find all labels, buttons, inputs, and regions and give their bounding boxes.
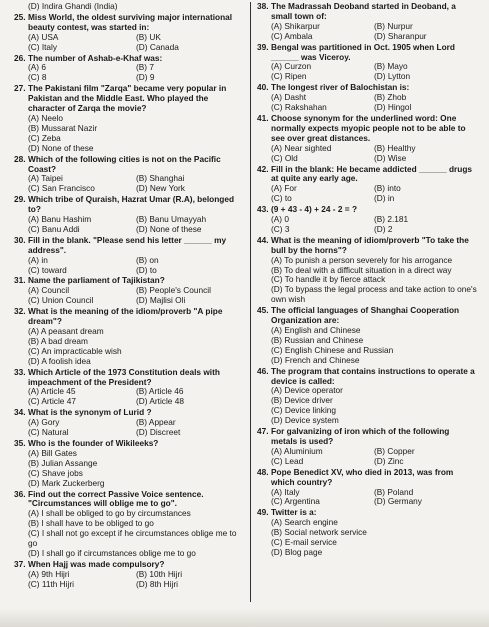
answer-option: (D) New York [136, 184, 185, 194]
answer-option: (A) Device operator [271, 386, 343, 396]
question-number: 27. [14, 83, 26, 94]
answer-option: (C) 8 [28, 73, 47, 83]
answer-option: (C) I shall not go except if he circumstances oblige me to go [28, 529, 237, 549]
question-text: The number of Ashab-e-Khaf was: [28, 52, 163, 63]
question-text: Find out the correct Passive Voice sentence. "Circumstances will oblige me to go". [28, 488, 204, 509]
answer-option: (C) Rakshahan [271, 103, 327, 113]
question-number: 34. [14, 407, 26, 418]
question-30 [14, 236, 244, 276]
question-number: 47. [257, 426, 269, 437]
question-27 [14, 84, 244, 153]
question-42 [257, 165, 477, 205]
question-text: Name the parliament of Tajikistan? [28, 275, 165, 286]
answer-option: (C) Natural [28, 428, 69, 438]
answer-option: (D) Hingol [374, 103, 412, 113]
answer-option: (D) To bypass the legal process and take action to one's own wish [271, 285, 477, 305]
question-text: What is the synonym of Lurid ? [28, 407, 152, 418]
question-text: The longest river of Balochistan is: [271, 82, 410, 93]
question-number: 36. [14, 488, 26, 499]
question-number: 33. [14, 366, 26, 377]
answer-option: (D) 9 [136, 73, 155, 83]
answer-option: (D) Canada [136, 42, 179, 52]
question-text: What is the meaning of the idiom/proverb "A pipe dream"? [28, 306, 223, 327]
answer-option: (B) Nurpur [374, 21, 413, 31]
answer-option: (A) Shikarpur [271, 21, 320, 31]
answer-option: (D) French and Chinese [271, 355, 360, 365]
answer-option: (C) Union Council [28, 296, 94, 306]
question-text: Which of the following cities is not on the Pacific Coast? [28, 153, 221, 174]
question-text: Fill in the blank. "Please send his letter ______ my address". [28, 234, 227, 255]
answer-option: (D) to [136, 265, 157, 275]
answer-option: (D) None of these [136, 224, 202, 234]
answer-option: (B) Social network service [271, 528, 367, 538]
answer-option: (B) 2.181 [374, 215, 409, 225]
answer-option: (B) To deal with a difficult situation in a direct way [271, 265, 452, 275]
question-number: 40. [257, 82, 269, 93]
question-29 [14, 195, 244, 235]
answer-option: (D) Lytton [374, 72, 411, 82]
answer-option: (B) Copper [374, 446, 415, 456]
answer-option: (D) A foolish idea [28, 356, 91, 366]
question-text: Fill in the blank: He became addicted ______ drugs at quite any early age. [271, 163, 473, 184]
question-35 [14, 439, 244, 489]
question-26 [14, 54, 244, 84]
question-text: When Hajj was made compulsory? [28, 558, 165, 569]
answer-option: (C) Zeba [28, 133, 61, 143]
question-text: Who is the founder of Wikileeks? [28, 437, 159, 448]
question-49 [257, 508, 477, 558]
answer-option: (D) Majlisi Oli [136, 296, 186, 306]
question-number: 35. [14, 437, 26, 448]
answer-option: (A) Article 45 [28, 387, 76, 397]
question-number: 37. [14, 558, 26, 569]
answer-option: (B) Mayo [374, 62, 408, 72]
question-number: 30. [14, 234, 26, 245]
question-25 [14, 13, 244, 53]
answer-option: (D) 8th Hijri [136, 579, 178, 589]
answer-option: (B) Device driver [271, 396, 333, 406]
answer-option: (D) Germany [374, 497, 422, 507]
answer-option: (B) Poland [374, 487, 414, 497]
answer-option: (D) Zinc [374, 456, 404, 466]
answer-option: (B) UK [136, 32, 161, 42]
question-number: 45. [257, 305, 269, 316]
answer-option: (C) to [271, 194, 292, 204]
question-number: 42. [257, 163, 269, 174]
answer-option: (A) Gory [28, 418, 60, 428]
question-number: 41. [257, 112, 269, 123]
answer-option: (B) into [374, 184, 401, 194]
question-number: 39. [257, 41, 269, 52]
question-number: 46. [257, 365, 269, 376]
answer-option: (D) Blog page [271, 547, 323, 557]
answer-option: (C) Lead [271, 456, 304, 466]
answer-option: (A) 0 [271, 215, 289, 225]
answer-option: (D) Device system [271, 416, 339, 426]
answer-option: (A) I shall be obliged to go by circumstances [28, 509, 191, 519]
answer-option: (B) Shanghai [136, 174, 185, 184]
answer-option: (C) Italy [28, 42, 58, 52]
answer-option: (B) Banu Umayyah [136, 215, 207, 225]
answer-option: (B) Russian and Chinese [271, 335, 364, 345]
question-text: Miss World, the oldest surviving major international beauty contest, was started in: [28, 11, 233, 32]
answer-option: (A) Banu Hashim [28, 215, 92, 225]
answer-option: (A) 6 [28, 63, 46, 73]
question-33 [14, 368, 244, 408]
question-text: The Pakistani film "Zarqa" became very popular in Pakistan and the Middle East. Who played the character of Zarqa the movie? [28, 83, 227, 114]
question-37 [14, 560, 244, 590]
answer-option: (C) An impracticable wish [28, 346, 122, 356]
answer-option: (A) For [271, 184, 297, 194]
answer-option: (C) 3 [271, 224, 290, 234]
question-text: The official languages of Shanghai Cooperation Organization are: [271, 305, 460, 326]
answer-option: (C) Shave jobs [28, 468, 83, 478]
question-number: 29. [14, 194, 26, 205]
question-number: 28. [14, 153, 26, 164]
question-36 [14, 490, 244, 559]
question-text: The program that contains instructions to operate a device is called: [271, 365, 475, 386]
question-32 [14, 307, 244, 366]
question-text: For galvanizing of iron which of the following metals is used? [271, 426, 450, 446]
answer-option: (C) Argentina [271, 497, 320, 507]
answer-option: (A) Curzon [271, 62, 312, 72]
answer-option: (D) Wise [374, 153, 407, 163]
question-number: 31. [14, 275, 26, 286]
right-column [251, 2, 477, 627]
question-31 [14, 276, 244, 306]
question-47 [257, 427, 477, 467]
question-number: 25. [14, 11, 26, 22]
answer-option: (B) 7 [136, 63, 154, 73]
answer-option: (A) English and Chinese [271, 326, 361, 335]
answer-option: (A) Aluminium [271, 446, 323, 456]
page-shadow [0, 609, 489, 627]
answer-option: (D) None of these [28, 143, 94, 153]
answer-option: (A) Dasht [271, 93, 307, 103]
answer-option: (C) Ambala [271, 31, 313, 41]
question-number: 44. [257, 234, 269, 245]
answer-option: (C) San Francisco [28, 184, 95, 194]
answer-option: (A) Neelo [28, 113, 64, 123]
answer-option: (B) Appear [136, 418, 176, 428]
question-number: 26. [14, 52, 26, 63]
answer-option: (D) Mark Zuckerberg [28, 478, 105, 488]
answer-option: (A) Near sighted [271, 143, 332, 153]
answer-option: (D) I shall go if circumstances oblige me to go [28, 548, 196, 558]
answer-option: (B) 10th Hijri [136, 569, 183, 579]
question-44 [257, 236, 477, 305]
answer-option: (C) Device linking [271, 406, 337, 416]
question-number: 43. [257, 204, 269, 215]
question-46 [257, 367, 477, 426]
answer-option: (C) Old [271, 153, 298, 163]
answer-option: (B) People's Council [136, 286, 211, 296]
answer-option: (D) Sharanpur [374, 31, 427, 41]
question-text: What is the meaning of idiom/proverb "To take the bull by the horns"? [271, 234, 469, 255]
answer-option: (C) E-mail service [271, 538, 337, 548]
answer-option: (D) 2 [374, 224, 393, 234]
answer-option: (A) Council [28, 286, 70, 296]
answer-option: (D) in [374, 194, 395, 204]
answer-option: (B) Zhob [374, 93, 407, 103]
question-number: 49. [257, 507, 269, 518]
answer-option: (B) Mussarat Nazir [28, 123, 98, 133]
question-text: The Madrassah Deoband started in Deoband, a small town of: [271, 1, 456, 21]
answer-option: (D) Article 48 [136, 397, 184, 407]
question-text: Which tribe of Quraish, Hazrat Umar (R.A), belonged to? [28, 194, 235, 215]
answer-option: (C) Ripen [271, 72, 307, 82]
answer-option: (A) Taipei [28, 174, 63, 184]
answer-option: (D) Discreet [136, 428, 181, 438]
answer-option: (C) English Chinese and Russian [271, 345, 394, 355]
question-text: (9 + 43 - 4) + 24 - 2 = ? [271, 204, 358, 215]
question-43 [257, 205, 477, 235]
answer-option: (B) I shall have to be obliged to go [28, 519, 154, 529]
question-number: 32. [14, 306, 26, 317]
answer-option: (B) on [136, 255, 159, 265]
answer-option: (A) in [28, 255, 48, 265]
question-24-tail [14, 2, 244, 12]
answer-option: (B) Julian Assange [28, 458, 98, 468]
question-48 [257, 468, 477, 508]
question-34 [14, 408, 244, 438]
answer-option: (B) Article 46 [136, 387, 184, 397]
answer-option: (A) Italy [271, 487, 300, 497]
question-40 [257, 83, 477, 113]
answer-option: (C) To handle it by fierce attack [271, 275, 386, 285]
answer-option: (C) toward [28, 265, 67, 275]
answer-option: (B) Healthy [374, 143, 416, 153]
question-number: 48. [257, 466, 269, 477]
question-41 [257, 114, 477, 164]
question-38 [257, 2, 477, 42]
answer-option: (A) USA [28, 32, 59, 42]
left-column [14, 2, 250, 627]
answer-option: (A) Bill Gates [28, 448, 77, 458]
answer-option: (C) Banu Addi [28, 224, 80, 234]
question-number: 38. [257, 1, 269, 11]
answer-option: (A) To punish a person severely for his arrogance [271, 255, 453, 265]
answer-option: (C) 11th Hijri [28, 579, 74, 589]
question-28 [14, 155, 244, 195]
answer-option: (C) Article 47 [28, 397, 76, 407]
question-text: Pope Benedict XV, who died in 2013, was from which country? [271, 466, 454, 487]
question-text: Which Article of the 1973 Constitution deals with impeachment of the President? [28, 366, 220, 387]
answer-option: (B) A bad dream [28, 336, 88, 346]
question-45 [257, 306, 477, 365]
answer-option: (A) A peasant dream [28, 327, 104, 336]
question-text: Twitter is a: [271, 507, 317, 518]
question-39 [257, 43, 477, 83]
option: (D) Indira Ghandi (India) [28, 2, 118, 11]
question-text: Choose synonym for the underlined word: One normally expects myopic people not to be able to see over great distances. [271, 112, 466, 143]
answer-option: (A) 9th Hijri [28, 569, 70, 579]
question-text: Bengal was partitioned in Oct. 1905 when Lord ______ was Viceroy. [271, 41, 455, 62]
answer-option: (A) Search engine [271, 518, 338, 528]
